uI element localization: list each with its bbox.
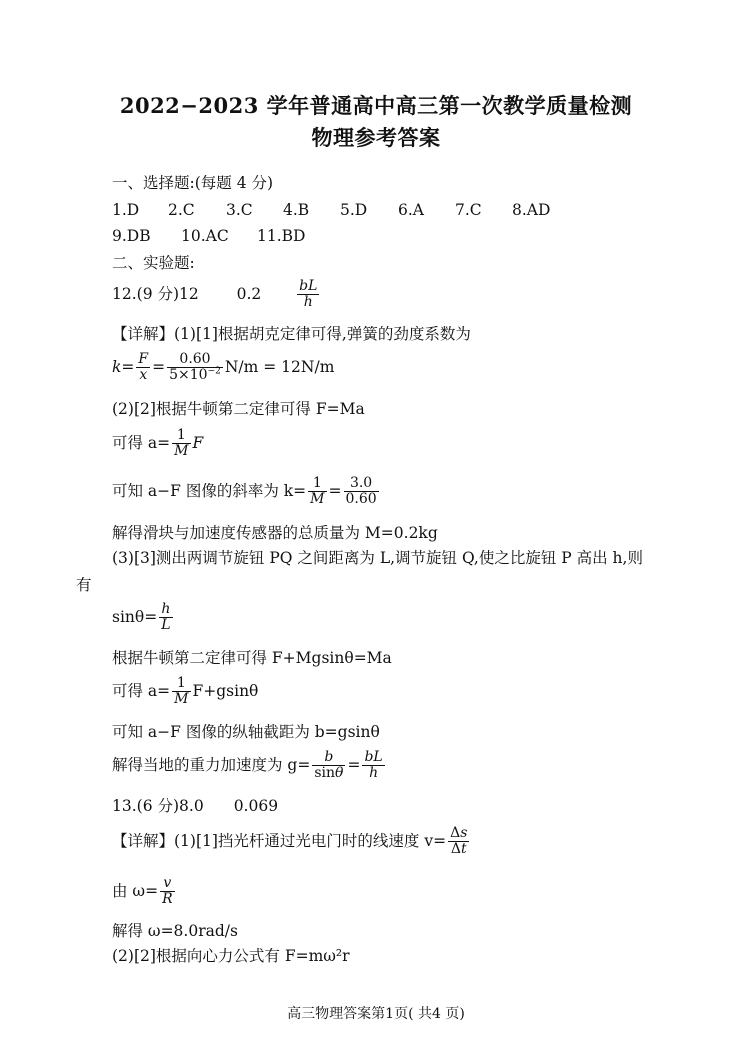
- choice-answer: 7.C: [455, 201, 482, 219]
- page-title: 2022−2023 学年普通高中高三第一次教学质量检测: [119, 93, 633, 118]
- q13-header: 13.(6 分)8.0 0.069: [112, 797, 279, 815]
- q12-detail-3: 可得 a= $\frac{1}{M}$ F: [112, 427, 204, 460]
- choice-answers-row-1: [112, 203, 550, 219]
- choice-answer: 11.BD: [257, 227, 306, 245]
- choice-answers-row-2: [112, 229, 305, 245]
- choice-answer: 9.DB: [112, 227, 151, 245]
- q12-detail-6: (3)[3]测出两调节旋钮 PQ 之间距离为 L,调节旋钮 Q,使之比旋钮 P 高出 h,则: [112, 549, 643, 567]
- q12-detail-1: 【详解】(1)[1]根据胡克定律可得,弹簧的劲度系数为: [112, 325, 471, 343]
- choice-answer: 3.C: [226, 201, 253, 219]
- page-footer: 高三物理答案第1页( 共4 页): [287, 1006, 465, 1022]
- q12-hooke-equation: k= $\frac{F}{x}$ = $\frac{0.60}{5\times 10^{-2}}$ N/m = 12N/m: [112, 351, 335, 384]
- q12-detail-8: 根据牛顿第二定律可得 F+Mgsinθ=Ma: [112, 649, 392, 667]
- q13-detail-4: (2)[2]根据向心力公式有 F=mω²r: [112, 947, 350, 965]
- q13-detail-3: 解得 ω=8.0rad/s: [112, 922, 238, 940]
- q12-detail-4: 可知 a−F 图像的斜率为 k= $\frac{1}{M}$ = $\frac{3.0}{0.60}$: [112, 475, 377, 508]
- q12-detail-6b: 有: [76, 576, 92, 594]
- q12-detail-2: (2)[2]根据牛顿第二定律可得 F=Ma: [112, 400, 365, 418]
- section-experiment-heading: 二、实验题:: [112, 254, 195, 272]
- q12-detail-5: 解得滑块与加速度传感器的总质量为 M=0.2kg: [112, 524, 438, 542]
- choice-answer: 4.B: [283, 201, 310, 219]
- section-choice-heading: 一、选择题:(每题 4 分): [112, 174, 274, 192]
- q12-detail-9: 可得 a= $\frac{1}{M}$ F+gsinθ: [112, 675, 259, 708]
- choice-answer: 2.C: [168, 201, 195, 219]
- page-subtitle: 物理参考答案: [311, 125, 441, 150]
- q12-detail-7: sinθ= $\frac{h}{L}$: [112, 601, 171, 634]
- q13-detail-2: 由 ω= $\frac{v}{R}$: [112, 875, 173, 908]
- choice-answer: 5.D: [340, 201, 368, 219]
- q12-answer-fraction: $\frac{bL}{h}$: [299, 278, 318, 311]
- choice-answer: 6.A: [398, 201, 424, 219]
- choice-answer: 8.AD: [512, 201, 551, 219]
- q12-header: 12.(9 分)12 0.2 $\frac{bL}{h}$: [112, 278, 318, 311]
- choice-answer: 1.D: [112, 201, 140, 219]
- q13-detail-1: 【详解】(1)[1]挡光杆通过光电门时的线速度 v= $\frac{\Delta s}{\Delta t}$: [112, 825, 468, 858]
- q12-detail-11: 解得当地的重力加速度为 g= $\frac{b}{\sin\theta}$ = $\frac{bL}{h}$: [112, 749, 383, 782]
- q12-detail-10: 可知 a−F 图像的纵轴截距为 b=gsinθ: [112, 723, 380, 741]
- choice-answer: 10.AC: [181, 227, 229, 245]
